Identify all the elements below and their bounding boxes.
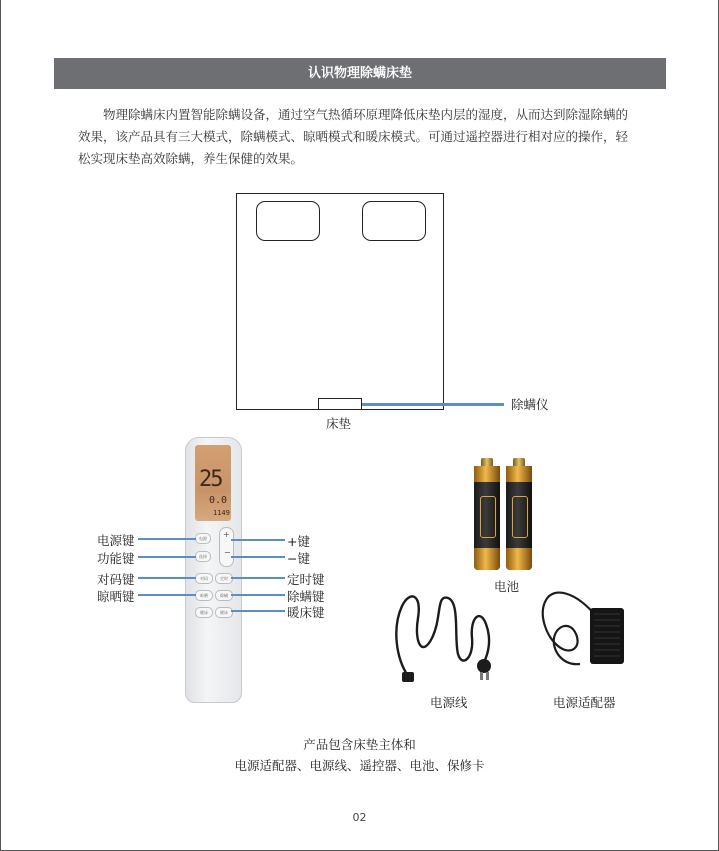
device-callout-line [362,403,504,406]
pillow-left [256,201,320,241]
battery-icon-1 [474,458,500,570]
remote-control [185,437,242,703]
page-border-left [0,0,1,851]
label-pair-key: 对码键 [97,572,135,587]
intro-paragraph [78,104,638,170]
mattress-outline [236,193,444,410]
pillow-right [362,201,426,241]
label-timer-key: 定时键 [287,572,325,587]
device-label: 除螨仪 [511,397,549,412]
plus-icon: + [223,530,230,539]
lcd-time: 1149 [213,509,230,517]
label-plus-key: +键 [287,534,310,549]
page-number: 02 [352,811,367,824]
label-power-key: 电源键 [97,533,135,548]
label-minus-key: −键 [287,551,310,566]
timer-button[interactable]: 定时 [215,573,233,584]
callout-timer [231,577,285,579]
callout-mite [231,594,285,596]
warm-bed-button-right[interactable]: 暖床 [215,607,233,618]
package-line-2: 电源适配器、电源线、遥控器、电池、保修卡 [234,758,485,773]
callout-plus [231,539,285,541]
function-button[interactable]: 选择 [195,551,211,562]
callout-power [138,538,196,540]
callout-minus [231,556,285,558]
drying-button[interactable]: 晾晒 [195,590,213,601]
power-cord-icon [388,588,508,688]
mattress-label: 床垫 [326,416,352,431]
callout-function [138,556,196,558]
label-function-key: 功能键 [97,551,135,566]
lcd-mid: 0.0 [209,495,228,506]
minus-icon: − [224,548,231,557]
callout-pair [138,577,196,579]
label-drying-key: 晾晒键 [97,589,135,604]
power-adapter-label: 电源适配器 [553,695,616,710]
power-button[interactable]: 电源 [195,533,211,544]
power-cord-label: 电源线 [430,695,468,710]
remote-lcd [195,445,231,521]
battery-label: 电池 [494,579,520,594]
plus-minus-rocker[interactable] [219,527,234,567]
callout-drying [138,594,196,596]
intro-text: 物理除螨床内置智能除螨设备，通过空气热循环原理降低床垫内层的湿度，从而达到除湿除螨的效果，该产品具有三大模式，除螨模式、晾晒模式和暖床模式。可通过遥控器进行相对应的操作，轻松实现床垫高效除螨，养生保健的效果。 [78,107,629,166]
pair-button[interactable]: 对码 [195,573,213,584]
lcd-temp: 25 [199,467,222,492]
callout-warm [231,610,285,612]
section-title: 认识物理除螨床垫 [54,58,666,89]
warm-bed-button-left[interactable]: 暖床 [195,607,213,618]
label-mite-key: 除螨键 [287,589,325,604]
label-warm-key: 暖床键 [287,605,325,620]
power-adapter-icon [536,586,628,678]
package-line-1: 产品包含床垫主体和 [303,737,416,752]
battery-icon-2 [506,458,532,570]
dust-mite-device-box [318,398,362,410]
mite-removal-button[interactable]: 除螨 [215,590,233,601]
